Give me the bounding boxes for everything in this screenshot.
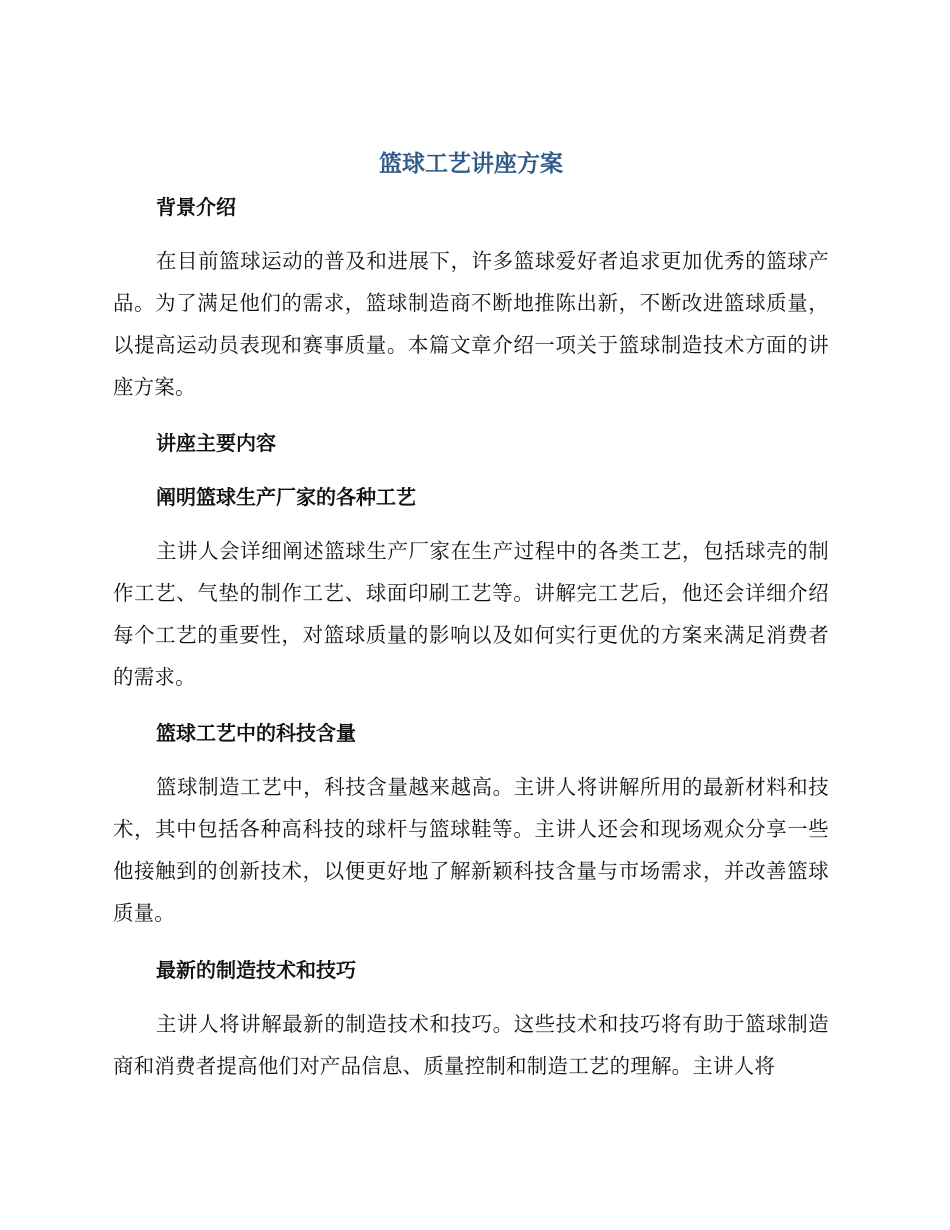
section-paragraph-latest-techniques: 主讲人将讲解最新的制造技术和技巧。这些技术和技巧将有助于篮球制造商和消费者提高他们对产品信息、质量控制和制造工艺的理解。主讲人将 xyxy=(113,1012,829,1078)
section-heading-manufacturing-processes: 阐明篮球生产厂家的各种工艺 xyxy=(156,485,416,509)
section-heading-background: 背景介绍 xyxy=(156,195,236,219)
section-paragraph-background: 在目前篮球运动的普及和进展下，许多篮球爱好者追求更加优秀的篮球产品。为了满足他们的需求，篮球制造商不断地推陈出新，不断改进篮球质量，以提高运动员表现和赛事质量。本篇文章介绍一项关于篮球制造技术方面的讲座方案。 xyxy=(113,249,829,399)
document-title: 篮球工艺讲座方案 xyxy=(379,151,563,177)
section-paragraph-technology-content: 篮球制造工艺中，科技含量越来越高。主讲人将讲解所用的最新材料和技术，其中包括各种高科技的球杆与篮球鞋等。主讲人还会和现场观众分享一些他接触到的创新技术，以便更好地了解新颖科技含量与市场需求，并改善篮球质量。 xyxy=(113,775,829,925)
section-heading-main-content: 讲座主要内容 xyxy=(156,431,276,455)
section-heading-technology-content: 篮球工艺中的科技含量 xyxy=(156,721,356,745)
section-heading-latest-techniques: 最新的制造技术和技巧 xyxy=(156,958,356,982)
section-paragraph-manufacturing-processes: 主讲人会详细阐述篮球生产厂家在生产过程中的各类工艺，包括球壳的制作工艺、气垫的制作工艺、球面印刷工艺等。讲解完工艺后，他还会详细介绍每个工艺的重要性，对篮球质量的影响以及如何实行更优的方案来满足消费者的需求。 xyxy=(113,539,829,689)
